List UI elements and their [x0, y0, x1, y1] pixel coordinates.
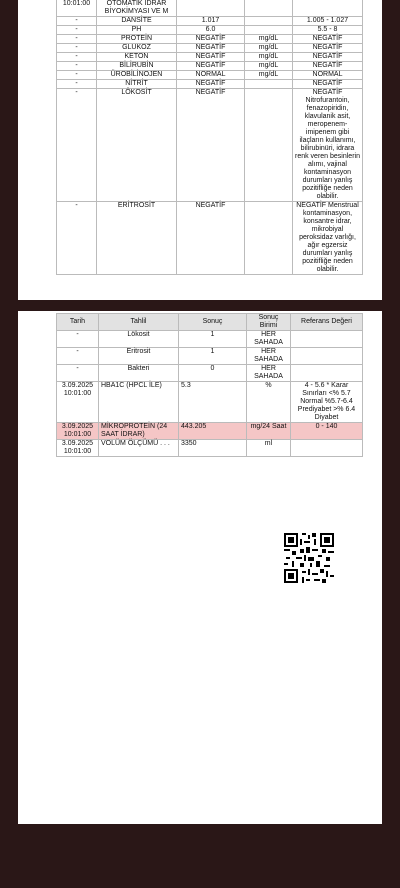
date-cell: -: [57, 348, 99, 365]
test-name-cell: PROTEİN: [97, 35, 177, 44]
column-header-reference: Referans Değeri: [291, 314, 363, 331]
unit-cell: %: [247, 382, 291, 423]
urine-chemistry-table: [56, 0, 363, 275]
flag-cell: -: [57, 62, 97, 71]
result-cell: 5.3: [179, 382, 247, 423]
unit-cell: [245, 26, 293, 35]
flag-cell: -: [57, 26, 97, 35]
result-cell: 3350: [179, 440, 247, 457]
table-row: [57, 348, 363, 365]
test-name-cell: HBA1C (HPCL İLE): [99, 382, 179, 423]
lab-results-table: [56, 313, 363, 457]
reference-cell: NEGATİF: [293, 62, 363, 71]
test-name-cell: PH: [97, 26, 177, 35]
unit-cell: [245, 17, 293, 26]
table-row: [57, 80, 363, 89]
result-cell: NEGATİF: [177, 62, 245, 71]
result-cell: NORMAL: [177, 71, 245, 80]
table-row: [57, 365, 363, 382]
result-cell: 443.205: [179, 423, 247, 440]
unit-cell: mg/dL: [245, 44, 293, 53]
reference-cell: [291, 440, 363, 457]
table-row-highlighted: [57, 423, 363, 440]
table-row: [57, 53, 363, 62]
unit-cell: [245, 89, 293, 202]
table-row: [57, 440, 363, 457]
date-cell: 3.09.2025 10:01:00: [57, 423, 99, 440]
column-header-result: Sonuç: [179, 314, 247, 331]
reference-cell: NORMAL: [293, 71, 363, 80]
column-header-unit: Sonuç Birimi: [247, 314, 291, 331]
reference-cell: 4 - 5.6 * Karar Sınırları <% 5.7 Normal %5.7-6.4 Prediyabet >% 6.4 Diyabet: [291, 382, 363, 423]
unit-cell: ml: [247, 440, 291, 457]
test-name-cell: VOLÜM ÖLÇÜMÜ . . .: [99, 440, 179, 457]
report-page-2: [18, 311, 382, 824]
flag-cell: -: [57, 44, 97, 53]
test-name-cell: Bakteri: [99, 365, 179, 382]
reference-cell: 0 - 140: [291, 423, 363, 440]
reference-cell: 5.5 - 8: [293, 26, 363, 35]
date-cell: -: [57, 365, 99, 382]
test-name-cell: ÜROBİLİNOJEN: [97, 71, 177, 80]
column-header-date: Tarih: [57, 314, 99, 331]
flag-cell: -: [57, 202, 97, 275]
table-row: [57, 17, 363, 26]
flag-cell: -: [57, 80, 97, 89]
date-cell: 10:01:00: [57, 0, 97, 17]
table-row: [57, 331, 363, 348]
unit-cell: mg/24 Saat: [247, 423, 291, 440]
reference-cell: NEGATİF: [293, 35, 363, 44]
table-row: [57, 35, 363, 44]
test-name-cell: Lökosit: [99, 331, 179, 348]
table-row: [57, 62, 363, 71]
qr-code-icon: [284, 533, 334, 583]
test-name-cell: DANSİTE: [97, 17, 177, 26]
test-name-cell: OTOMATİK İDRAR BİYOKİMYASI VE M: [97, 0, 177, 17]
table-row: [57, 0, 363, 17]
date-cell: 3.09.2025 10:01:00: [57, 382, 99, 423]
reference-cell: NEGATİF Menstrual kontaminasyon, konsantre idrar, mikrobiyal peroksidaz varlığı, ağır egzersiz durumları yanlış pozitifliğe neden olabilir.: [293, 202, 363, 275]
table-row: [57, 89, 363, 202]
result-cell: 1: [179, 348, 247, 365]
reference-cell: NEGATİF: [293, 44, 363, 53]
test-name-cell: NİTRİT: [97, 80, 177, 89]
result-cell: NEGATİF: [177, 44, 245, 53]
unit-cell: mg/dL: [245, 62, 293, 71]
flag-cell: -: [57, 89, 97, 202]
result-cell: NEGATİF: [177, 35, 245, 44]
result-cell: NEGATİF: [177, 53, 245, 62]
test-name-cell: GLUKOZ: [97, 44, 177, 53]
test-name-cell: BİLİRUBİN: [97, 62, 177, 71]
unit-cell: [245, 80, 293, 89]
flag-cell: -: [57, 71, 97, 80]
unit-cell: mg/dL: [245, 71, 293, 80]
column-header-test: Tahlil: [99, 314, 179, 331]
test-name-cell: LÖKOSİT: [97, 89, 177, 202]
table-row: [57, 71, 363, 80]
test-name-cell: Eritrosit: [99, 348, 179, 365]
reference-cell: NEGATİF Nitrofurantoin, fenazopiridin, klavulanik asit, meropenem-imipenem gibi ilaçların kullanımı, bilirubinüri, idrara renk veren besinlerin alımı, vajinal kontaminasyon durumları yanlış pozitifliğe neden olabilir.: [293, 89, 363, 202]
reference-cell: 1.005 - 1.027: [293, 17, 363, 26]
reference-cell: NEGATİF: [293, 80, 363, 89]
table-row: [57, 382, 363, 423]
reference-cell: [291, 331, 363, 348]
result-cell: 6.0: [177, 26, 245, 35]
flag-cell: -: [57, 35, 97, 44]
reference-cell: [291, 365, 363, 382]
table-row: [57, 202, 363, 275]
result-cell: 1.017: [177, 17, 245, 26]
unit-cell: HER SAHADA: [247, 331, 291, 348]
result-cell: 1: [179, 331, 247, 348]
unit-cell: HER SAHADA: [247, 365, 291, 382]
table-row: [57, 44, 363, 53]
date-cell: 3.09.2025 10:01:00: [57, 440, 99, 457]
result-cell: NEGATİF: [177, 202, 245, 275]
test-name-cell: KETON: [97, 53, 177, 62]
report-page-1: [18, 0, 382, 300]
table-header-row: [57, 314, 363, 331]
result-cell: 0: [179, 365, 247, 382]
unit-cell: [245, 202, 293, 275]
reference-cell: NEGATİF: [293, 53, 363, 62]
test-name-cell: ERİTROSİT: [97, 202, 177, 275]
flag-cell: -: [57, 17, 97, 26]
unit-cell: HER SAHADA: [247, 348, 291, 365]
unit-cell: mg/dL: [245, 53, 293, 62]
table-row: [57, 26, 363, 35]
flag-cell: -: [57, 53, 97, 62]
reference-cell: [291, 348, 363, 365]
unit-cell: mg/dL: [245, 35, 293, 44]
date-cell: -: [57, 331, 99, 348]
test-name-cell: MİKROPROTEİN (24 SAAT İDRAR): [99, 423, 179, 440]
result-cell: NEGATİF: [177, 80, 245, 89]
result-cell: NEGATİF: [177, 89, 245, 202]
